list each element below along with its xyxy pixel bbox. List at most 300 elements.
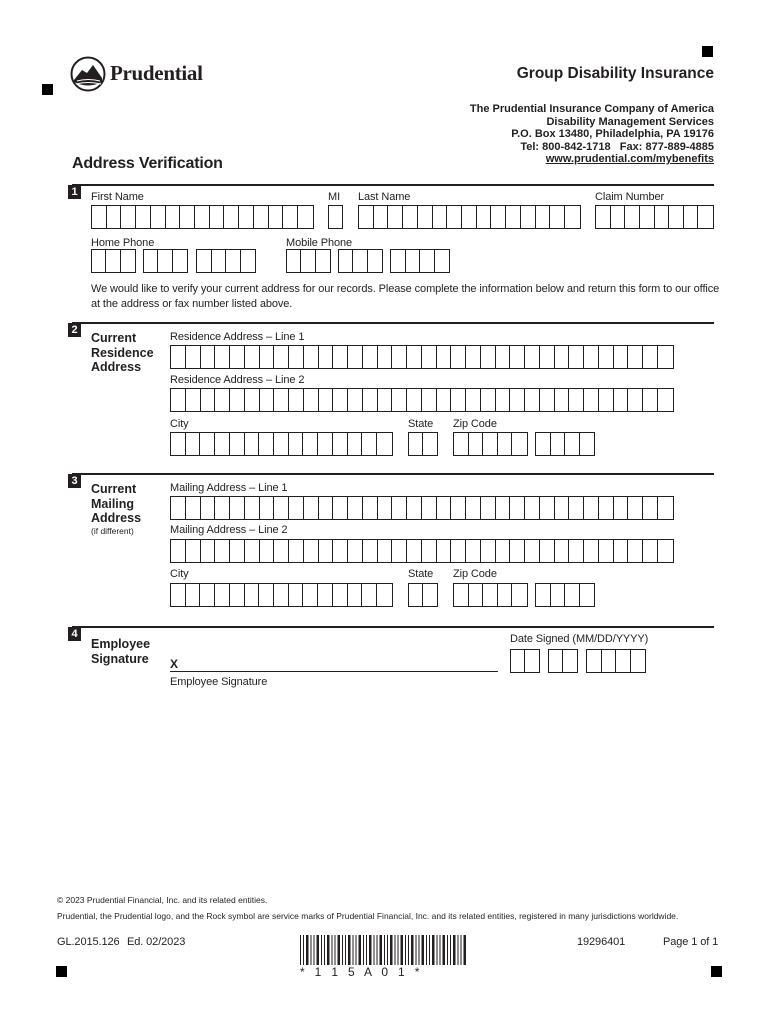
char-cell[interactable] bbox=[348, 584, 363, 606]
first-name-field[interactable] bbox=[91, 205, 314, 229]
char-cell[interactable] bbox=[540, 389, 555, 411]
char-cell[interactable] bbox=[551, 584, 566, 606]
char-cell[interactable] bbox=[628, 389, 643, 411]
char-cell[interactable] bbox=[274, 389, 289, 411]
char-cell[interactable] bbox=[469, 584, 484, 606]
title-line: Current bbox=[91, 331, 137, 345]
char-cell[interactable] bbox=[525, 540, 540, 562]
char-cell[interactable] bbox=[451, 540, 466, 562]
char-cell[interactable] bbox=[259, 584, 274, 606]
char-cell[interactable] bbox=[274, 497, 289, 519]
char-cell[interactable] bbox=[611, 206, 626, 228]
char-cell[interactable] bbox=[215, 540, 230, 562]
char-cell[interactable] bbox=[260, 540, 275, 562]
char-cell[interactable] bbox=[215, 346, 230, 368]
char-cell[interactable] bbox=[483, 584, 498, 606]
char-cell[interactable] bbox=[121, 250, 135, 272]
signature-line[interactable] bbox=[170, 671, 498, 672]
mailing-zip-ext-field[interactable] bbox=[535, 583, 595, 607]
char-cell[interactable] bbox=[200, 433, 215, 455]
char-cell[interactable] bbox=[599, 540, 614, 562]
char-cell[interactable] bbox=[283, 206, 298, 228]
char-cell[interactable] bbox=[422, 540, 437, 562]
char-cell[interactable] bbox=[166, 206, 181, 228]
char-cell[interactable] bbox=[422, 346, 437, 368]
char-cell[interactable] bbox=[407, 389, 422, 411]
char-cell[interactable] bbox=[540, 540, 555, 562]
section-number: 3 bbox=[68, 474, 81, 488]
char-cell[interactable] bbox=[348, 346, 363, 368]
barcode-bar bbox=[432, 935, 435, 965]
char-cell[interactable] bbox=[584, 389, 599, 411]
char-cell[interactable] bbox=[186, 540, 201, 562]
char-cell[interactable] bbox=[555, 540, 570, 562]
char-cell[interactable] bbox=[269, 206, 284, 228]
mobile-phone-prefix-field[interactable] bbox=[338, 249, 383, 273]
char-cell[interactable] bbox=[289, 497, 304, 519]
char-cell[interactable] bbox=[171, 346, 186, 368]
char-cell[interactable] bbox=[555, 346, 570, 368]
char-cell[interactable] bbox=[525, 389, 540, 411]
char-cell[interactable] bbox=[628, 540, 643, 562]
char-cell[interactable] bbox=[215, 584, 230, 606]
home-phone-prefix-field[interactable] bbox=[143, 249, 188, 273]
mobile-phone-line-field[interactable] bbox=[390, 249, 450, 273]
char-cell[interactable] bbox=[551, 433, 566, 455]
char-cell[interactable] bbox=[454, 584, 469, 606]
char-cell[interactable] bbox=[483, 433, 498, 455]
char-cell[interactable] bbox=[510, 540, 525, 562]
char-cell[interactable] bbox=[303, 584, 318, 606]
char-cell[interactable] bbox=[563, 650, 577, 672]
char-cell[interactable] bbox=[304, 389, 319, 411]
char-cell[interactable] bbox=[353, 250, 367, 272]
char-cell[interactable] bbox=[378, 389, 393, 411]
char-cell[interactable] bbox=[511, 650, 525, 672]
char-cell[interactable] bbox=[392, 389, 407, 411]
char-cell[interactable] bbox=[333, 540, 348, 562]
char-cell[interactable] bbox=[377, 584, 392, 606]
char-cell[interactable] bbox=[599, 346, 614, 368]
char-cell[interactable] bbox=[377, 433, 392, 455]
mailing-zip-field[interactable] bbox=[453, 583, 528, 607]
char-cell[interactable] bbox=[289, 433, 304, 455]
date-signed-label: Date Signed (MM/DD/YYYY) bbox=[510, 633, 649, 645]
char-cell[interactable] bbox=[602, 650, 617, 672]
char-cell[interactable] bbox=[333, 389, 348, 411]
char-cell[interactable] bbox=[437, 389, 452, 411]
char-cell[interactable] bbox=[348, 540, 363, 562]
char-cell[interactable] bbox=[171, 540, 186, 562]
logo-wordmark: Prudential bbox=[110, 61, 203, 85]
char-cell[interactable] bbox=[580, 584, 595, 606]
char-cell[interactable] bbox=[333, 433, 348, 455]
mobile-phone-area-code-field[interactable] bbox=[286, 249, 331, 273]
char-cell[interactable] bbox=[274, 433, 289, 455]
claim-number-field[interactable] bbox=[595, 205, 714, 229]
char-cell[interactable] bbox=[151, 206, 166, 228]
char-cell[interactable] bbox=[259, 433, 274, 455]
char-cell[interactable] bbox=[596, 206, 611, 228]
char-cell[interactable] bbox=[498, 433, 513, 455]
char-cell[interactable] bbox=[212, 250, 227, 272]
char-cell[interactable] bbox=[171, 433, 186, 455]
char-cell[interactable] bbox=[525, 650, 539, 672]
char-cell[interactable] bbox=[658, 497, 673, 519]
char-cell[interactable] bbox=[549, 650, 563, 672]
home-phone-area-code-field[interactable] bbox=[91, 249, 136, 273]
char-cell[interactable] bbox=[241, 250, 256, 272]
char-cell[interactable] bbox=[406, 250, 421, 272]
char-cell[interactable] bbox=[409, 433, 423, 455]
char-cell[interactable] bbox=[186, 497, 201, 519]
char-cell[interactable] bbox=[447, 206, 462, 228]
char-cell[interactable] bbox=[260, 497, 275, 519]
char-cell[interactable] bbox=[304, 540, 319, 562]
char-cell[interactable] bbox=[466, 346, 481, 368]
char-cell[interactable] bbox=[378, 346, 393, 368]
char-cell[interactable] bbox=[628, 497, 643, 519]
mailing-line1-field[interactable] bbox=[170, 496, 674, 520]
char-cell[interactable] bbox=[180, 206, 195, 228]
char-cell[interactable] bbox=[584, 346, 599, 368]
char-cell[interactable] bbox=[451, 346, 466, 368]
char-cell[interactable] bbox=[215, 497, 230, 519]
char-cell[interactable] bbox=[245, 540, 260, 562]
char-cell[interactable] bbox=[362, 584, 377, 606]
char-cell[interactable] bbox=[540, 346, 555, 368]
char-cell[interactable] bbox=[423, 584, 437, 606]
char-cell[interactable] bbox=[92, 250, 106, 272]
char-cell[interactable] bbox=[171, 497, 186, 519]
char-cell[interactable] bbox=[521, 206, 536, 228]
home-phone-line-field[interactable] bbox=[196, 249, 256, 273]
char-cell[interactable] bbox=[392, 497, 407, 519]
char-cell[interactable] bbox=[378, 540, 393, 562]
char-cell[interactable] bbox=[378, 497, 393, 519]
char-cell[interactable] bbox=[506, 206, 521, 228]
char-cell[interactable] bbox=[580, 433, 595, 455]
char-cell[interactable] bbox=[362, 433, 377, 455]
char-cell[interactable] bbox=[569, 346, 584, 368]
char-cell[interactable] bbox=[245, 346, 260, 368]
char-cell[interactable] bbox=[200, 584, 215, 606]
char-cell[interactable] bbox=[614, 540, 629, 562]
company-website[interactable]: www.prudential.com/mybenefits bbox=[545, 153, 714, 165]
char-cell[interactable] bbox=[289, 584, 304, 606]
char-cell[interactable] bbox=[433, 206, 448, 228]
char-cell[interactable] bbox=[319, 389, 334, 411]
char-cell[interactable] bbox=[260, 389, 275, 411]
residence-state-field[interactable] bbox=[408, 432, 438, 456]
residence-section-title bbox=[91, 331, 154, 375]
char-cell[interactable] bbox=[525, 497, 540, 519]
char-cell[interactable] bbox=[569, 497, 584, 519]
char-cell[interactable] bbox=[407, 540, 422, 562]
char-cell[interactable] bbox=[304, 346, 319, 368]
char-cell[interactable] bbox=[363, 346, 378, 368]
char-cell[interactable] bbox=[569, 389, 584, 411]
char-cell[interactable] bbox=[391, 250, 406, 272]
char-cell[interactable] bbox=[186, 584, 201, 606]
date-year-field[interactable] bbox=[586, 649, 646, 673]
char-cell[interactable] bbox=[599, 497, 614, 519]
title-line: Signature bbox=[91, 651, 149, 666]
char-cell[interactable] bbox=[186, 389, 201, 411]
section-divider bbox=[72, 322, 714, 324]
char-cell[interactable] bbox=[388, 206, 403, 228]
char-cell[interactable] bbox=[698, 206, 713, 228]
char-cell[interactable] bbox=[186, 433, 201, 455]
char-cell[interactable] bbox=[239, 206, 254, 228]
char-cell[interactable] bbox=[407, 497, 422, 519]
char-cell[interactable] bbox=[491, 206, 506, 228]
char-cell[interactable] bbox=[226, 250, 241, 272]
residence-zip-field[interactable] bbox=[453, 432, 528, 456]
char-cell[interactable] bbox=[496, 497, 511, 519]
char-cell[interactable] bbox=[392, 540, 407, 562]
char-cell[interactable] bbox=[319, 346, 334, 368]
char-cell[interactable] bbox=[631, 650, 646, 672]
char-cell[interactable] bbox=[536, 584, 551, 606]
char-cell[interactable] bbox=[329, 206, 342, 228]
char-cell[interactable] bbox=[481, 389, 496, 411]
char-cell[interactable] bbox=[210, 206, 225, 228]
barcode-bar bbox=[324, 935, 325, 965]
char-cell[interactable] bbox=[536, 206, 551, 228]
char-cell[interactable] bbox=[409, 584, 423, 606]
char-cell[interactable] bbox=[260, 346, 275, 368]
char-cell[interactable] bbox=[462, 206, 477, 228]
barcode-bar bbox=[419, 935, 420, 965]
char-cell[interactable] bbox=[435, 250, 450, 272]
char-cell[interactable] bbox=[437, 540, 452, 562]
char-cell[interactable] bbox=[625, 206, 640, 228]
char-cell[interactable] bbox=[230, 540, 245, 562]
char-cell[interactable] bbox=[643, 540, 658, 562]
char-cell[interactable] bbox=[374, 206, 389, 228]
char-cell[interactable] bbox=[289, 389, 304, 411]
date-day-field[interactable] bbox=[548, 649, 578, 673]
char-cell[interactable] bbox=[655, 206, 670, 228]
char-cell[interactable] bbox=[318, 584, 333, 606]
char-cell[interactable] bbox=[368, 250, 382, 272]
char-cell[interactable] bbox=[540, 497, 555, 519]
date-month-field[interactable] bbox=[510, 649, 540, 673]
char-cell[interactable] bbox=[319, 497, 334, 519]
char-cell[interactable] bbox=[201, 497, 216, 519]
barcode-bar bbox=[303, 935, 304, 965]
char-cell[interactable] bbox=[230, 346, 245, 368]
char-cell[interactable] bbox=[333, 497, 348, 519]
char-cell[interactable] bbox=[392, 346, 407, 368]
char-cell[interactable] bbox=[643, 497, 658, 519]
char-cell[interactable] bbox=[106, 250, 120, 272]
residence-zip-ext-field[interactable] bbox=[535, 432, 595, 456]
char-cell[interactable] bbox=[348, 389, 363, 411]
char-cell[interactable] bbox=[201, 346, 216, 368]
char-cell[interactable] bbox=[215, 433, 230, 455]
barcode-bar bbox=[348, 935, 351, 965]
residence-line1-field[interactable] bbox=[170, 345, 674, 369]
char-cell[interactable] bbox=[363, 389, 378, 411]
char-cell[interactable] bbox=[418, 206, 433, 228]
char-cell[interactable] bbox=[536, 433, 551, 455]
char-cell[interactable] bbox=[403, 206, 418, 228]
char-cell[interactable] bbox=[316, 250, 330, 272]
char-cell[interactable] bbox=[201, 389, 216, 411]
char-cell[interactable] bbox=[230, 584, 245, 606]
char-cell[interactable] bbox=[437, 497, 452, 519]
char-cell[interactable] bbox=[407, 346, 422, 368]
char-cell[interactable] bbox=[643, 346, 658, 368]
last-name-field[interactable] bbox=[358, 205, 581, 229]
char-cell[interactable] bbox=[658, 540, 673, 562]
char-cell[interactable] bbox=[359, 206, 374, 228]
char-cell[interactable] bbox=[197, 250, 212, 272]
char-cell[interactable] bbox=[640, 206, 655, 228]
char-cell[interactable] bbox=[422, 497, 437, 519]
char-cell[interactable] bbox=[230, 389, 245, 411]
char-cell[interactable] bbox=[423, 433, 437, 455]
char-cell[interactable] bbox=[289, 540, 304, 562]
char-cell[interactable] bbox=[92, 206, 107, 228]
char-cell[interactable] bbox=[171, 389, 186, 411]
char-cell[interactable] bbox=[498, 584, 513, 606]
char-cell[interactable] bbox=[658, 389, 673, 411]
char-cell[interactable] bbox=[599, 389, 614, 411]
char-cell[interactable] bbox=[224, 206, 239, 228]
char-cell[interactable] bbox=[510, 497, 525, 519]
char-cell[interactable] bbox=[245, 584, 260, 606]
char-cell[interactable] bbox=[481, 540, 496, 562]
char-cell[interactable] bbox=[510, 346, 525, 368]
char-cell[interactable] bbox=[628, 346, 643, 368]
char-cell[interactable] bbox=[658, 346, 673, 368]
char-cell[interactable] bbox=[287, 250, 301, 272]
char-cell[interactable] bbox=[614, 497, 629, 519]
char-cell[interactable] bbox=[565, 206, 580, 228]
char-cell[interactable] bbox=[466, 540, 481, 562]
char-cell[interactable] bbox=[339, 250, 353, 272]
char-cell[interactable] bbox=[587, 650, 602, 672]
char-cell[interactable] bbox=[303, 433, 318, 455]
char-cell[interactable] bbox=[512, 433, 527, 455]
char-cell[interactable] bbox=[481, 346, 496, 368]
char-cell[interactable] bbox=[298, 206, 313, 228]
char-cell[interactable] bbox=[469, 433, 484, 455]
char-cell[interactable] bbox=[510, 389, 525, 411]
intro-text-line-1: We would like to verify your current address for our records. Please complete the information below and return this form to our office bbox=[91, 283, 720, 295]
char-cell[interactable] bbox=[555, 497, 570, 519]
char-cell[interactable] bbox=[555, 389, 570, 411]
char-cell[interactable] bbox=[584, 497, 599, 519]
char-cell[interactable] bbox=[254, 206, 269, 228]
char-cell[interactable] bbox=[451, 497, 466, 519]
char-cell[interactable] bbox=[496, 540, 511, 562]
char-cell[interactable] bbox=[318, 433, 333, 455]
char-cell[interactable] bbox=[466, 497, 481, 519]
char-cell[interactable] bbox=[512, 584, 527, 606]
char-cell[interactable] bbox=[171, 584, 186, 606]
char-cell[interactable] bbox=[136, 206, 151, 228]
char-cell[interactable] bbox=[420, 250, 435, 272]
char-cell[interactable] bbox=[301, 250, 315, 272]
char-cell[interactable] bbox=[230, 497, 245, 519]
char-cell[interactable] bbox=[215, 389, 230, 411]
char-cell[interactable] bbox=[565, 584, 580, 606]
char-cell[interactable] bbox=[230, 433, 245, 455]
mailing-city-field[interactable] bbox=[170, 583, 393, 607]
char-cell[interactable] bbox=[274, 584, 289, 606]
char-cell[interactable] bbox=[158, 250, 172, 272]
char-cell[interactable] bbox=[333, 346, 348, 368]
char-cell[interactable] bbox=[550, 206, 565, 228]
char-cell[interactable] bbox=[481, 497, 496, 519]
char-cell[interactable] bbox=[348, 497, 363, 519]
char-cell[interactable] bbox=[643, 389, 658, 411]
char-cell[interactable] bbox=[525, 346, 540, 368]
char-cell[interactable] bbox=[496, 346, 511, 368]
char-cell[interactable] bbox=[107, 206, 122, 228]
company-dept: Disability Management Services bbox=[546, 115, 714, 128]
char-cell[interactable] bbox=[201, 540, 216, 562]
char-cell[interactable] bbox=[186, 346, 201, 368]
char-cell[interactable] bbox=[451, 389, 466, 411]
char-cell[interactable] bbox=[496, 389, 511, 411]
residence-city-field[interactable] bbox=[170, 432, 393, 456]
char-cell[interactable] bbox=[195, 206, 210, 228]
char-cell[interactable] bbox=[274, 346, 289, 368]
char-cell[interactable] bbox=[245, 389, 260, 411]
char-cell[interactable] bbox=[363, 540, 378, 562]
barcode-bar bbox=[437, 935, 438, 965]
char-cell[interactable] bbox=[274, 540, 289, 562]
char-cell[interactable] bbox=[245, 433, 260, 455]
char-cell[interactable] bbox=[304, 497, 319, 519]
char-cell[interactable] bbox=[144, 250, 158, 272]
barcode-bar bbox=[440, 935, 441, 965]
residence-line2-field[interactable] bbox=[170, 388, 674, 412]
char-cell[interactable] bbox=[569, 540, 584, 562]
char-cell[interactable] bbox=[565, 433, 580, 455]
char-cell[interactable] bbox=[319, 540, 334, 562]
char-cell[interactable] bbox=[333, 584, 348, 606]
char-cell[interactable] bbox=[614, 389, 629, 411]
company-po-box: P.O. Box 13480, Philadelphia, PA 19176 bbox=[511, 128, 714, 140]
char-cell[interactable] bbox=[669, 206, 684, 228]
barcode-bar bbox=[405, 935, 406, 965]
char-cell[interactable] bbox=[684, 206, 699, 228]
char-cell[interactable] bbox=[348, 433, 363, 455]
mi-field[interactable] bbox=[328, 205, 343, 229]
char-cell[interactable] bbox=[616, 650, 631, 672]
mailing-line2-field[interactable] bbox=[170, 539, 674, 563]
char-cell[interactable] bbox=[614, 346, 629, 368]
char-cell[interactable] bbox=[454, 433, 469, 455]
char-cell[interactable] bbox=[245, 497, 260, 519]
mailing-state-field[interactable] bbox=[408, 583, 438, 607]
char-cell[interactable] bbox=[363, 497, 378, 519]
char-cell[interactable] bbox=[477, 206, 492, 228]
char-cell[interactable] bbox=[173, 250, 187, 272]
char-cell[interactable] bbox=[437, 346, 452, 368]
char-cell[interactable] bbox=[466, 389, 481, 411]
char-cell[interactable] bbox=[121, 206, 136, 228]
char-cell[interactable] bbox=[422, 389, 437, 411]
char-cell[interactable] bbox=[289, 346, 304, 368]
char-cell[interactable] bbox=[584, 540, 599, 562]
